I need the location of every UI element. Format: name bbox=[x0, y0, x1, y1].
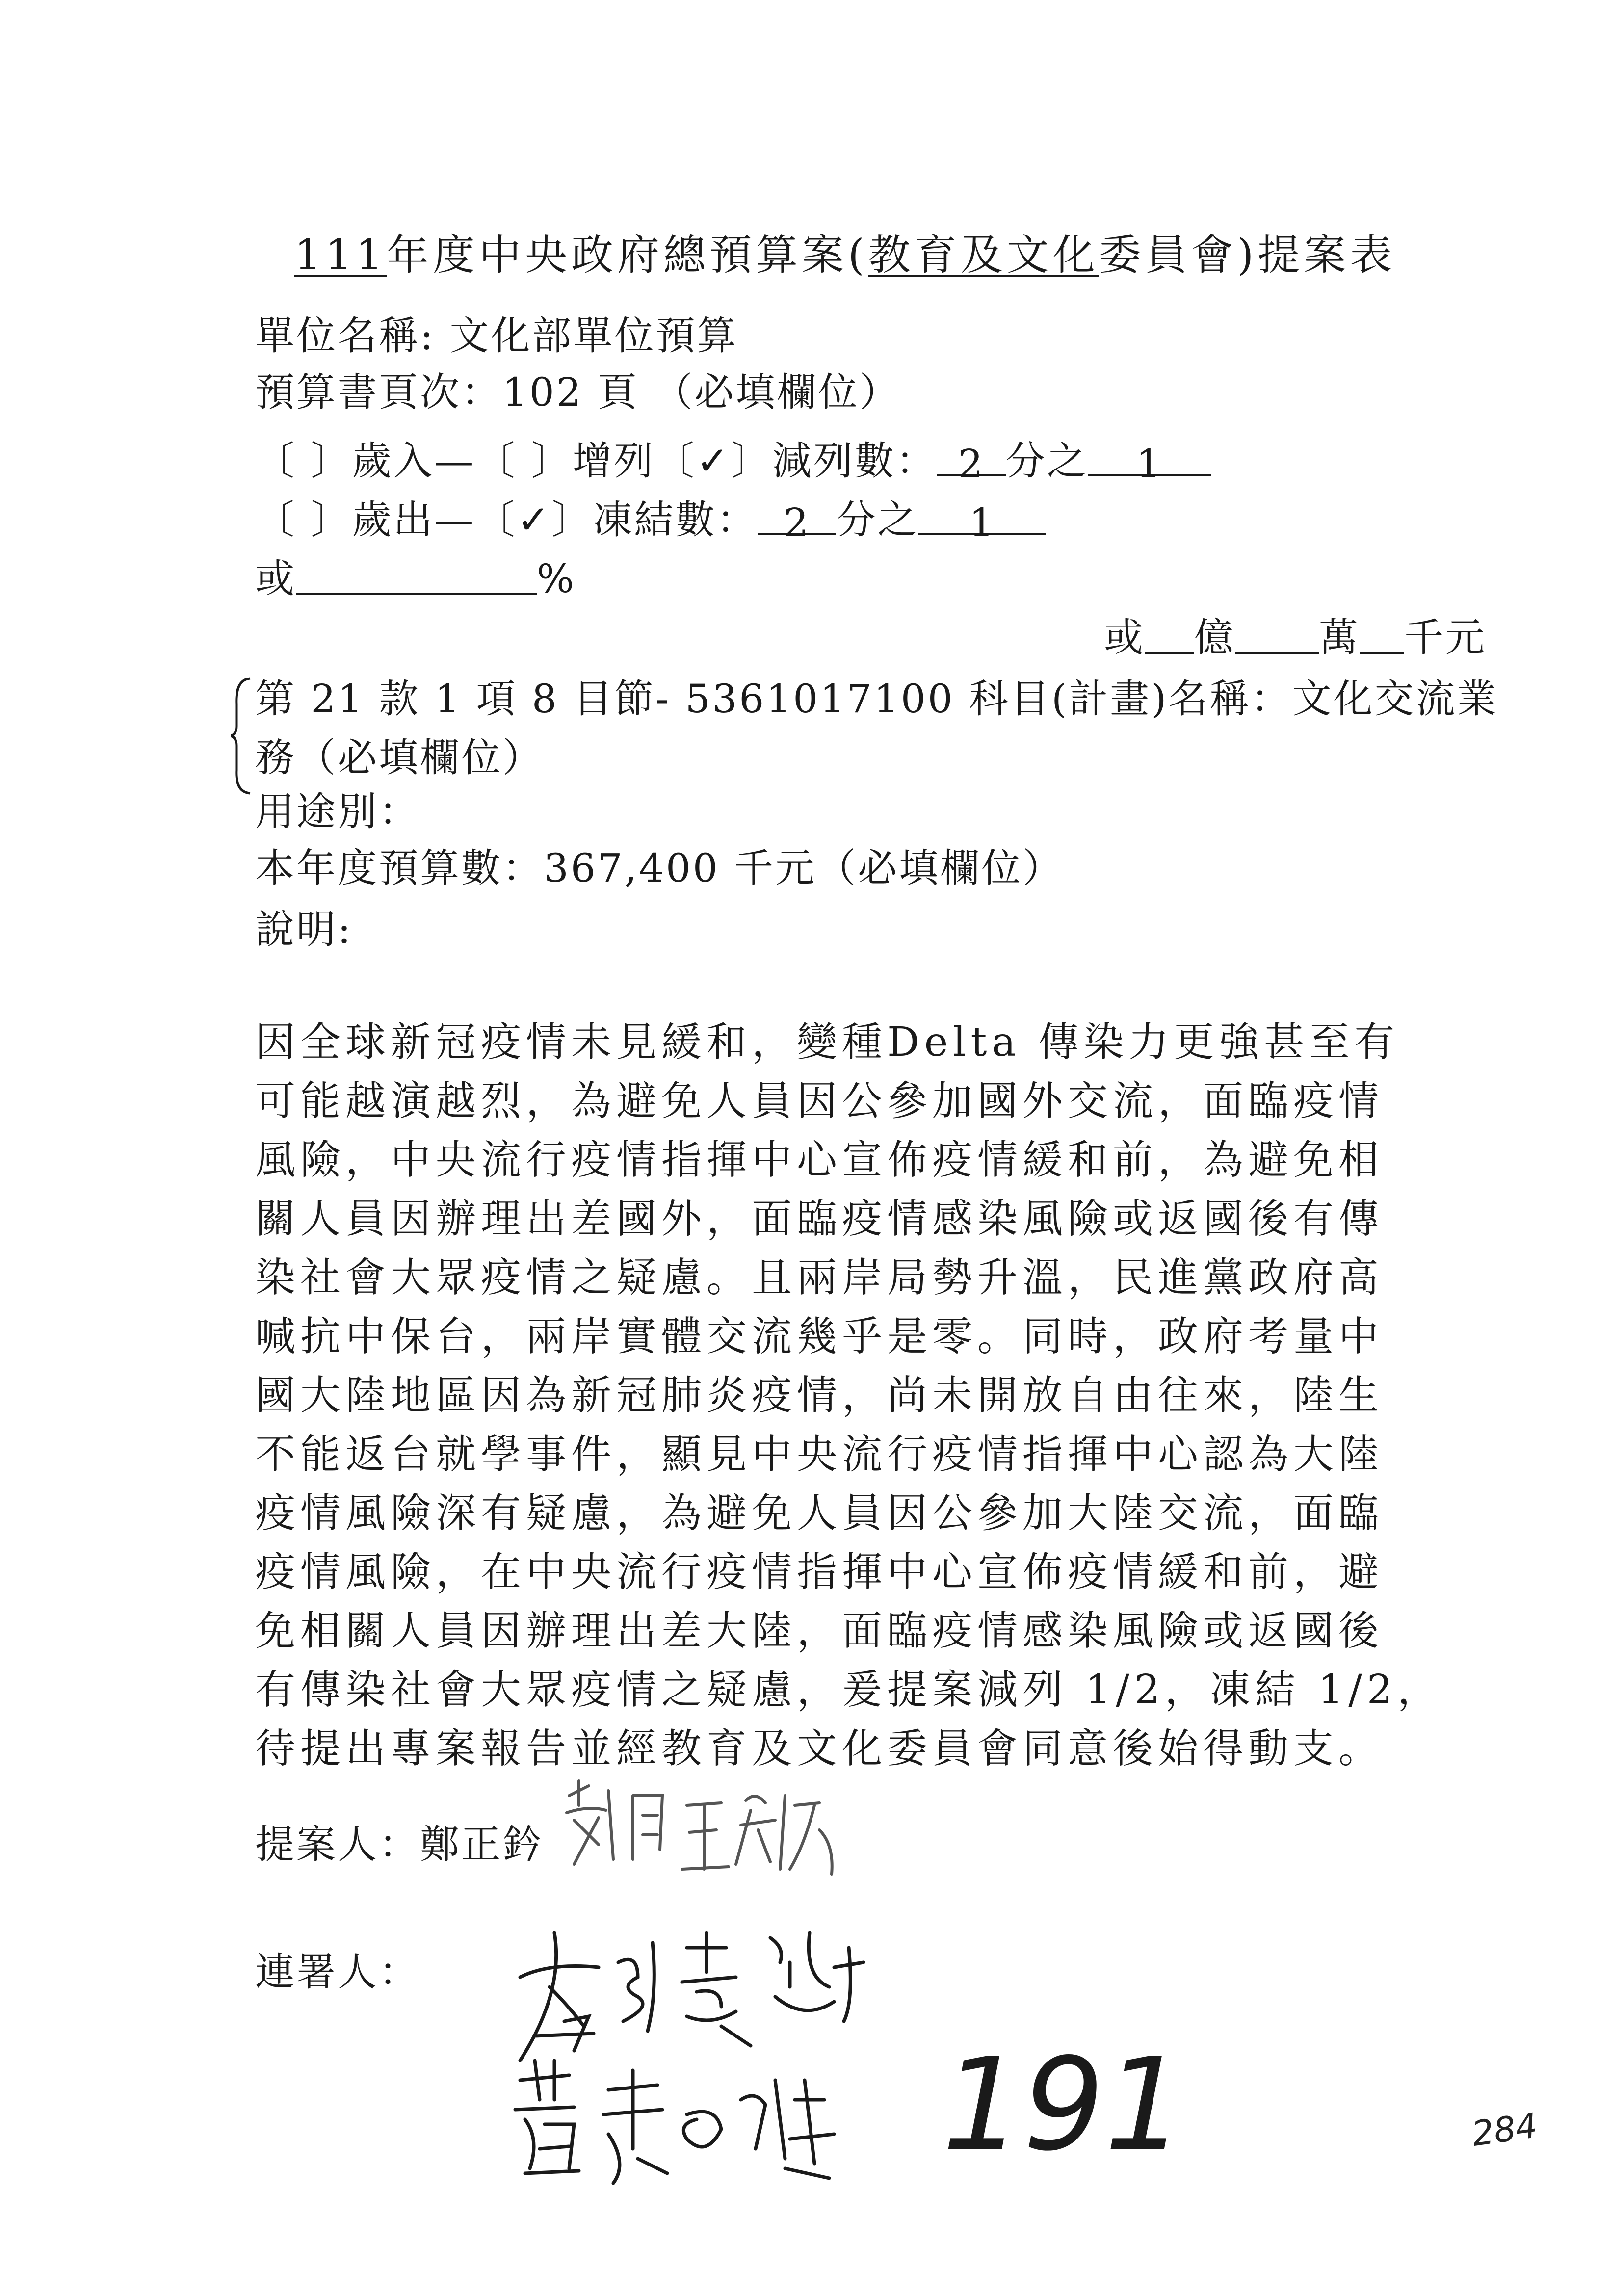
cosigner-signature-1 bbox=[491, 1904, 908, 2070]
expenditure-numerator: 2 bbox=[758, 498, 836, 535]
amount-or: 或 bbox=[1104, 615, 1145, 660]
explanation-line: 喊抗中保台，兩岸實體交流幾乎是零。同時，政府考量中 bbox=[255, 1313, 1384, 1360]
revenue-fraction-label: 分之 bbox=[1005, 438, 1088, 484]
purpose-label: 用途別： bbox=[255, 789, 420, 835]
expenditure-denominator: 1 bbox=[918, 498, 1046, 535]
title-part2: 委員會)提案表 bbox=[1099, 231, 1396, 280]
explanation-line: 有傳染社會大眾疫情之疑慮，爰提案減列 1/2，凍結 1/2， bbox=[255, 1667, 1443, 1713]
amount-row bbox=[1104, 613, 1487, 662]
expenditure-fraction-label: 分之 bbox=[836, 497, 919, 543]
item-line-1: 第 21 款 1 項 8 目節- 5361017100 科目(計畫)名稱：文化交流業 bbox=[255, 676, 1498, 722]
explanation-line: 待提出專案報告並經教育及文化委員會同意後始得動支。 bbox=[255, 1725, 1384, 1772]
amount-wan: 萬 bbox=[1319, 615, 1360, 660]
explanation-line: 疫情風險深有疑慮，為避免人員因公參加大陸交流，面臨 bbox=[255, 1490, 1384, 1537]
yi-blank bbox=[1145, 618, 1194, 654]
cosigner-signature-2 bbox=[510, 2051, 854, 2198]
revenue-row bbox=[255, 437, 1211, 486]
proposer-name: 鄭正鈐 bbox=[420, 1822, 544, 1867]
explanation-line: 可能越演越烈，為避免人員因公參加國外交流，面臨疫情 bbox=[255, 1078, 1384, 1124]
explanation-line: 免相關人員因辦理出差大陸，面臨疫情感染風險或返國後 bbox=[255, 1608, 1384, 1654]
title-year: 111 bbox=[294, 231, 387, 280]
revenue-prefix: 〔 〕歲入—〔 〕增列〔 bbox=[255, 438, 696, 484]
amount-yi: 億 bbox=[1194, 615, 1235, 660]
proposer-label: 提案人： bbox=[255, 1822, 420, 1867]
unit-name: 單位名稱: 文化部單位預算 bbox=[255, 313, 738, 359]
revenue-mid: 〕減列數： bbox=[731, 438, 937, 484]
explanation-line: 因全球新冠疫情未見緩和，變種Delta 傳染力更強甚至有 bbox=[255, 1019, 1400, 1066]
expenditure-mid: 〕凍結數： bbox=[551, 497, 758, 543]
explanation-line: 疫情風險，在中央流行疫情指揮中心宣佈疫情緩和前，避 bbox=[255, 1549, 1384, 1595]
budget-page: 預算書頁次：102 頁 （必填欄位） bbox=[255, 369, 901, 415]
amount-qian: 千元 bbox=[1404, 615, 1487, 660]
page-number: 284 bbox=[1469, 2105, 1540, 2154]
explanation-line: 風險，中央流行疫情指揮中心宣佈疫情緩和前，為避免相 bbox=[255, 1137, 1384, 1183]
or-label: 或 bbox=[255, 556, 296, 601]
explanation-line: 關人員因辦理出差國外，面臨疫情感染風險或返國後有傳 bbox=[255, 1196, 1384, 1242]
expenditure-prefix: 〔 〕歲出—〔 bbox=[255, 497, 517, 543]
title-committee: 教育及文化 bbox=[868, 231, 1099, 280]
revenue-numerator: 2 bbox=[937, 440, 1006, 476]
bracket-mark bbox=[231, 675, 255, 797]
wan-blank bbox=[1235, 618, 1319, 654]
explanation-line: 國大陸地區因為新冠肺炎疫情，尚未開放自由往來，陸生 bbox=[255, 1372, 1384, 1419]
current-budget: 本年度預算數：367,400 千元（必填欄位） bbox=[255, 845, 1064, 891]
proposer-row bbox=[255, 1820, 544, 1869]
document-title bbox=[294, 231, 1396, 280]
cosigner-label: 連署人： bbox=[255, 1949, 420, 1995]
percent-sign: % bbox=[537, 556, 576, 601]
handwritten-number-text: 191 bbox=[942, 2031, 1186, 2179]
qian-blank bbox=[1360, 618, 1404, 654]
check-icon: ✓ bbox=[517, 497, 552, 543]
or-percent-row bbox=[255, 554, 576, 603]
handwritten-number bbox=[942, 2031, 1186, 2183]
percent-blank bbox=[296, 559, 537, 595]
explanation-line: 染社會大眾疫情之疑慮。且兩岸局勢升溫，民進黨政府高 bbox=[255, 1254, 1384, 1301]
explanation-line: 不能返台就學事件，顯見中央流行疫情指揮中心認為大陸 bbox=[255, 1431, 1384, 1478]
proposer-signature bbox=[559, 1776, 854, 1884]
item-line-2: 務（必填欄位） bbox=[255, 735, 544, 781]
expenditure-row bbox=[255, 496, 1046, 545]
revenue-denominator: 1 bbox=[1088, 440, 1211, 476]
explanation-label: 說明: bbox=[255, 907, 353, 952]
check-icon: ✓ bbox=[696, 438, 731, 484]
title-part1: 年度中央政府總預算案( bbox=[387, 231, 868, 280]
